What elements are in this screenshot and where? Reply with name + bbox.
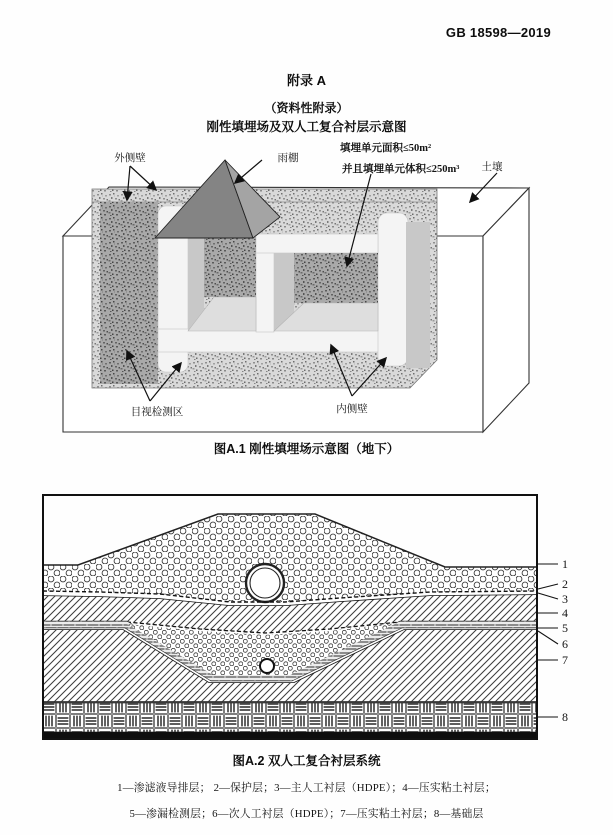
right-cell — [274, 253, 378, 331]
layer-number-8: 8 — [562, 710, 568, 724]
layer-number-7: 7 — [562, 653, 568, 667]
appendix-note: （资料性附录） — [264, 101, 349, 115]
label-canopy: 雨棚 — [277, 153, 299, 164]
layer-number-3: 3 — [562, 592, 568, 606]
leachate-pipe — [246, 564, 284, 602]
layer-number-4: 4 — [562, 606, 568, 620]
front-wall-band — [158, 329, 408, 352]
layer-number-2: 2 — [562, 577, 568, 591]
label-unit-area: 填埋单元面积≤50m² — [340, 143, 432, 154]
label-outer-wall: 外侧壁 — [114, 153, 146, 164]
appendix-heading: 刚性填埋场及双人工复合衬层示意图 — [206, 120, 407, 134]
figure-a1-diagram — [0, 140, 613, 440]
standard-number: GB 18598—2019 — [445, 25, 551, 40]
right-wall — [378, 213, 408, 366]
layer-number-5: 5 — [562, 621, 568, 635]
label-inner-wall: 内侧壁 — [336, 404, 368, 415]
figure-a2-legend-line2: 5—渗漏检测层；6—次人工衬层（HDPE）；7—压实粘土衬层；8—基础层 — [129, 808, 484, 820]
label-soil: 土壤 — [481, 162, 503, 173]
left-cell — [188, 237, 256, 331]
figure-a2-legend-line1: 1—渗滤液导排层； 2—保护层；3—主人工衬层（HDPE）；4—压实粘土衬层； — [117, 782, 496, 794]
right-wall-inner-face — [406, 222, 430, 368]
figure-base-bar — [43, 732, 537, 739]
figure-a2-numbers — [562, 557, 568, 724]
appendix-title: 附录 A — [286, 73, 326, 88]
figure-a1-caption: 图A.1 刚性填埋场示意图（地下） — [213, 442, 400, 456]
figure-a2-leaders — [538, 564, 558, 717]
label-inspection-zone: 目视检测区 — [130, 407, 184, 418]
right-cell-top-band — [256, 234, 378, 253]
figure-a2-diagram — [0, 485, 613, 745]
label-unit-volume: 并且填埋单元体积≤250m³ — [342, 164, 460, 175]
layer-number-1: 1 — [562, 557, 568, 571]
figure-a2-caption: 图A.2 双人工复合衬层系统 — [232, 754, 381, 768]
layer-drainage — [43, 514, 537, 602]
layer-number-6: 6 — [562, 637, 568, 651]
layer-foundation — [43, 703, 537, 732]
